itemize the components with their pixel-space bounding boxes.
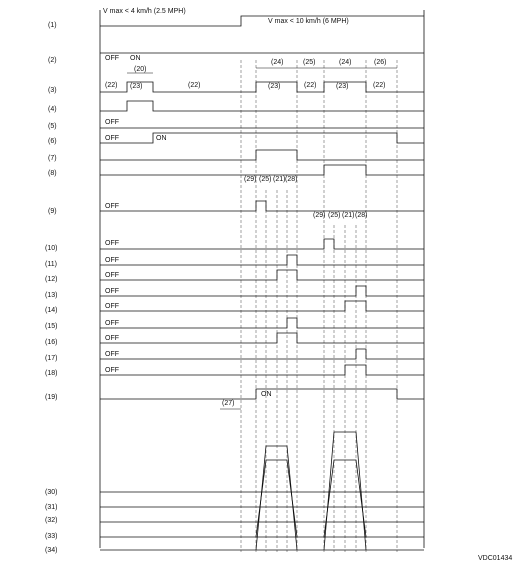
row-label-9: (9) <box>48 208 57 215</box>
row-5-off: OFF <box>105 119 119 126</box>
row-14-off: OFF <box>105 303 119 310</box>
row-7-signal <box>100 150 424 160</box>
row-16-off: OFF <box>105 335 119 342</box>
row-label-34: (34) <box>45 547 58 554</box>
row-1-signal <box>100 8 424 26</box>
row-4-signal <box>100 101 424 111</box>
row-6-signal <box>100 133 424 143</box>
row-11-off: OFF <box>105 257 119 264</box>
row-labels <box>45 22 57 554</box>
label-22-b: (22) <box>188 82 201 89</box>
row-label-11: (11) <box>45 261 57 268</box>
row-13-signal <box>100 286 424 296</box>
label-27: (27) <box>222 400 235 407</box>
row-2-on: ON <box>130 55 141 62</box>
row-label-17: (17) <box>45 355 58 362</box>
row-17-off: OFF <box>105 351 119 358</box>
row-6-on: ON <box>156 135 167 142</box>
reference-lines <box>241 60 397 552</box>
label-23-b: (23) <box>268 83 281 90</box>
vmax-low-label: V max < 4 km/h (2.5 MPH) <box>103 8 186 15</box>
row-label-4: (4) <box>48 106 57 113</box>
row-15-signal <box>100 318 424 328</box>
row-label-6: (6) <box>48 138 57 145</box>
row-label-7: (7) <box>48 155 57 162</box>
row-8-signal <box>100 165 424 175</box>
row-12-off: OFF <box>105 272 119 279</box>
row-label-14: (14) <box>45 307 58 314</box>
row-label-8: (8) <box>48 170 57 177</box>
row-5-signal <box>100 119 424 128</box>
label-25: (25) <box>303 59 316 66</box>
row-label-19: (19) <box>45 394 58 401</box>
rows-30-34-signals <box>100 432 424 550</box>
label-23-a: (23) <box>130 83 143 90</box>
row-label-10: (10) <box>45 245 58 252</box>
row-17-signal <box>100 349 424 359</box>
label-22-d: (22) <box>373 82 386 89</box>
row-label-16: (16) <box>45 339 58 346</box>
row-10-signal <box>100 212 424 249</box>
row-10-off: OFF <box>105 240 119 247</box>
row-label-31: (31) <box>45 504 58 511</box>
label-22-c: (22) <box>304 82 317 89</box>
row-12-signal <box>100 270 424 280</box>
row-16-signal <box>100 333 424 343</box>
row-19-signal <box>100 389 424 409</box>
row-19-on: ON <box>261 391 272 398</box>
row-18-off: OFF <box>105 367 119 374</box>
row-label-5: (5) <box>48 123 57 130</box>
row-label-30: (30) <box>45 489 58 496</box>
label-24-b: (24) <box>339 59 352 66</box>
label-29-a: (29) <box>244 176 257 183</box>
label-21-a: (21) <box>273 176 286 183</box>
label-29-b: (29) <box>313 212 326 219</box>
label-20: (20) <box>134 66 147 73</box>
row-label-13: (13) <box>45 292 58 299</box>
figure-code: VDC01434 <box>478 555 513 562</box>
label-28-a: (28) <box>285 176 298 183</box>
label-25-a: (25) <box>259 176 272 183</box>
row-label-1: (1) <box>48 22 57 29</box>
row-label-3: (3) <box>48 87 57 94</box>
label-24-a: (24) <box>271 59 284 66</box>
row-label-33: (33) <box>45 533 58 540</box>
row-14-signal <box>100 301 424 311</box>
row-label-12: (12) <box>45 276 58 283</box>
label-22-a: (22) <box>105 82 118 89</box>
label-25-b: (25) <box>328 212 341 219</box>
row-18-signal <box>100 365 424 375</box>
vmax-high-label: V max < 10 km/h (6 MPH) <box>268 18 349 25</box>
row-9-signal <box>100 176 424 211</box>
label-28-b: (28) <box>355 212 368 219</box>
row-label-18: (18) <box>45 370 58 377</box>
row-9-off: OFF <box>105 203 119 210</box>
row-11-signal <box>100 255 424 265</box>
row-label-2: (2) <box>48 57 57 64</box>
row-2-off: OFF <box>105 55 119 62</box>
row-6-off: OFF <box>105 135 119 142</box>
row-13-off: OFF <box>105 288 119 295</box>
row-label-15: (15) <box>45 323 58 330</box>
label-21-b: (21) <box>342 212 355 219</box>
row-label-32: (32) <box>45 517 58 524</box>
row-15-off: OFF <box>105 320 119 327</box>
label-23-c: (23) <box>336 83 349 90</box>
label-26: (26) <box>374 59 387 66</box>
row-3-signal <box>100 59 424 92</box>
